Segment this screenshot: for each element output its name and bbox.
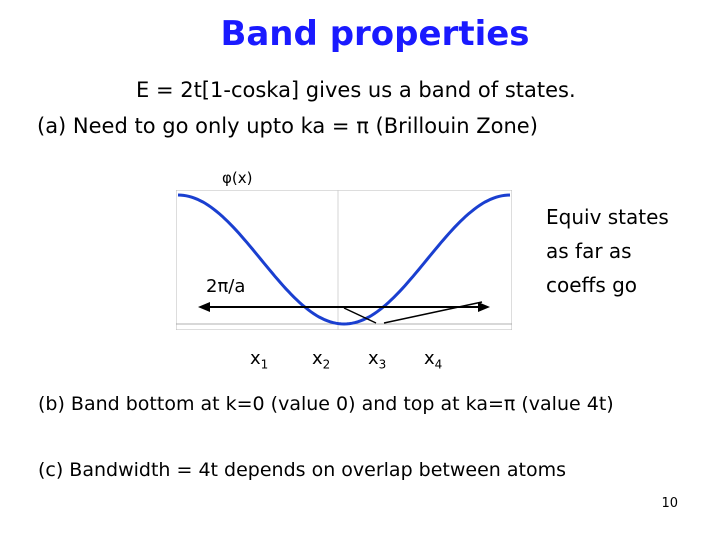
x1-label: $x_1$: [250, 348, 269, 372]
equiv-states-note: [546, 200, 669, 302]
equiv-note-line: as far as: [546, 239, 632, 263]
page-number: 10: [661, 496, 678, 511]
dispersion-statement: E = 2t[1-coska] gives us a band of states.: [136, 78, 576, 102]
equiv-note-line: coeffs go: [546, 273, 638, 297]
period-label: 2π/a: [206, 276, 246, 297]
x2-label: $x_2$: [312, 348, 331, 372]
x4-label: $x_4$: [424, 348, 443, 372]
plot-frame: [176, 190, 512, 330]
brillouin-zone-note: (a) Need to go only upto ka = π (Brillouin Zone): [37, 114, 538, 138]
slide-title: Band properties: [220, 14, 530, 54]
cosine-band-plot: [176, 190, 512, 330]
phi-axis-label: φ(x): [222, 169, 253, 187]
equiv-note-line: Equiv states: [546, 205, 669, 229]
band-bottom-top-note: (b) Band bottom at k=0 (value 0) and top at ka=π (value 4t): [38, 393, 614, 415]
bandwidth-note: (c) Bandwidth = 4t depends on overlap between atoms: [38, 459, 567, 481]
x3-label: $x_3$: [368, 348, 387, 372]
